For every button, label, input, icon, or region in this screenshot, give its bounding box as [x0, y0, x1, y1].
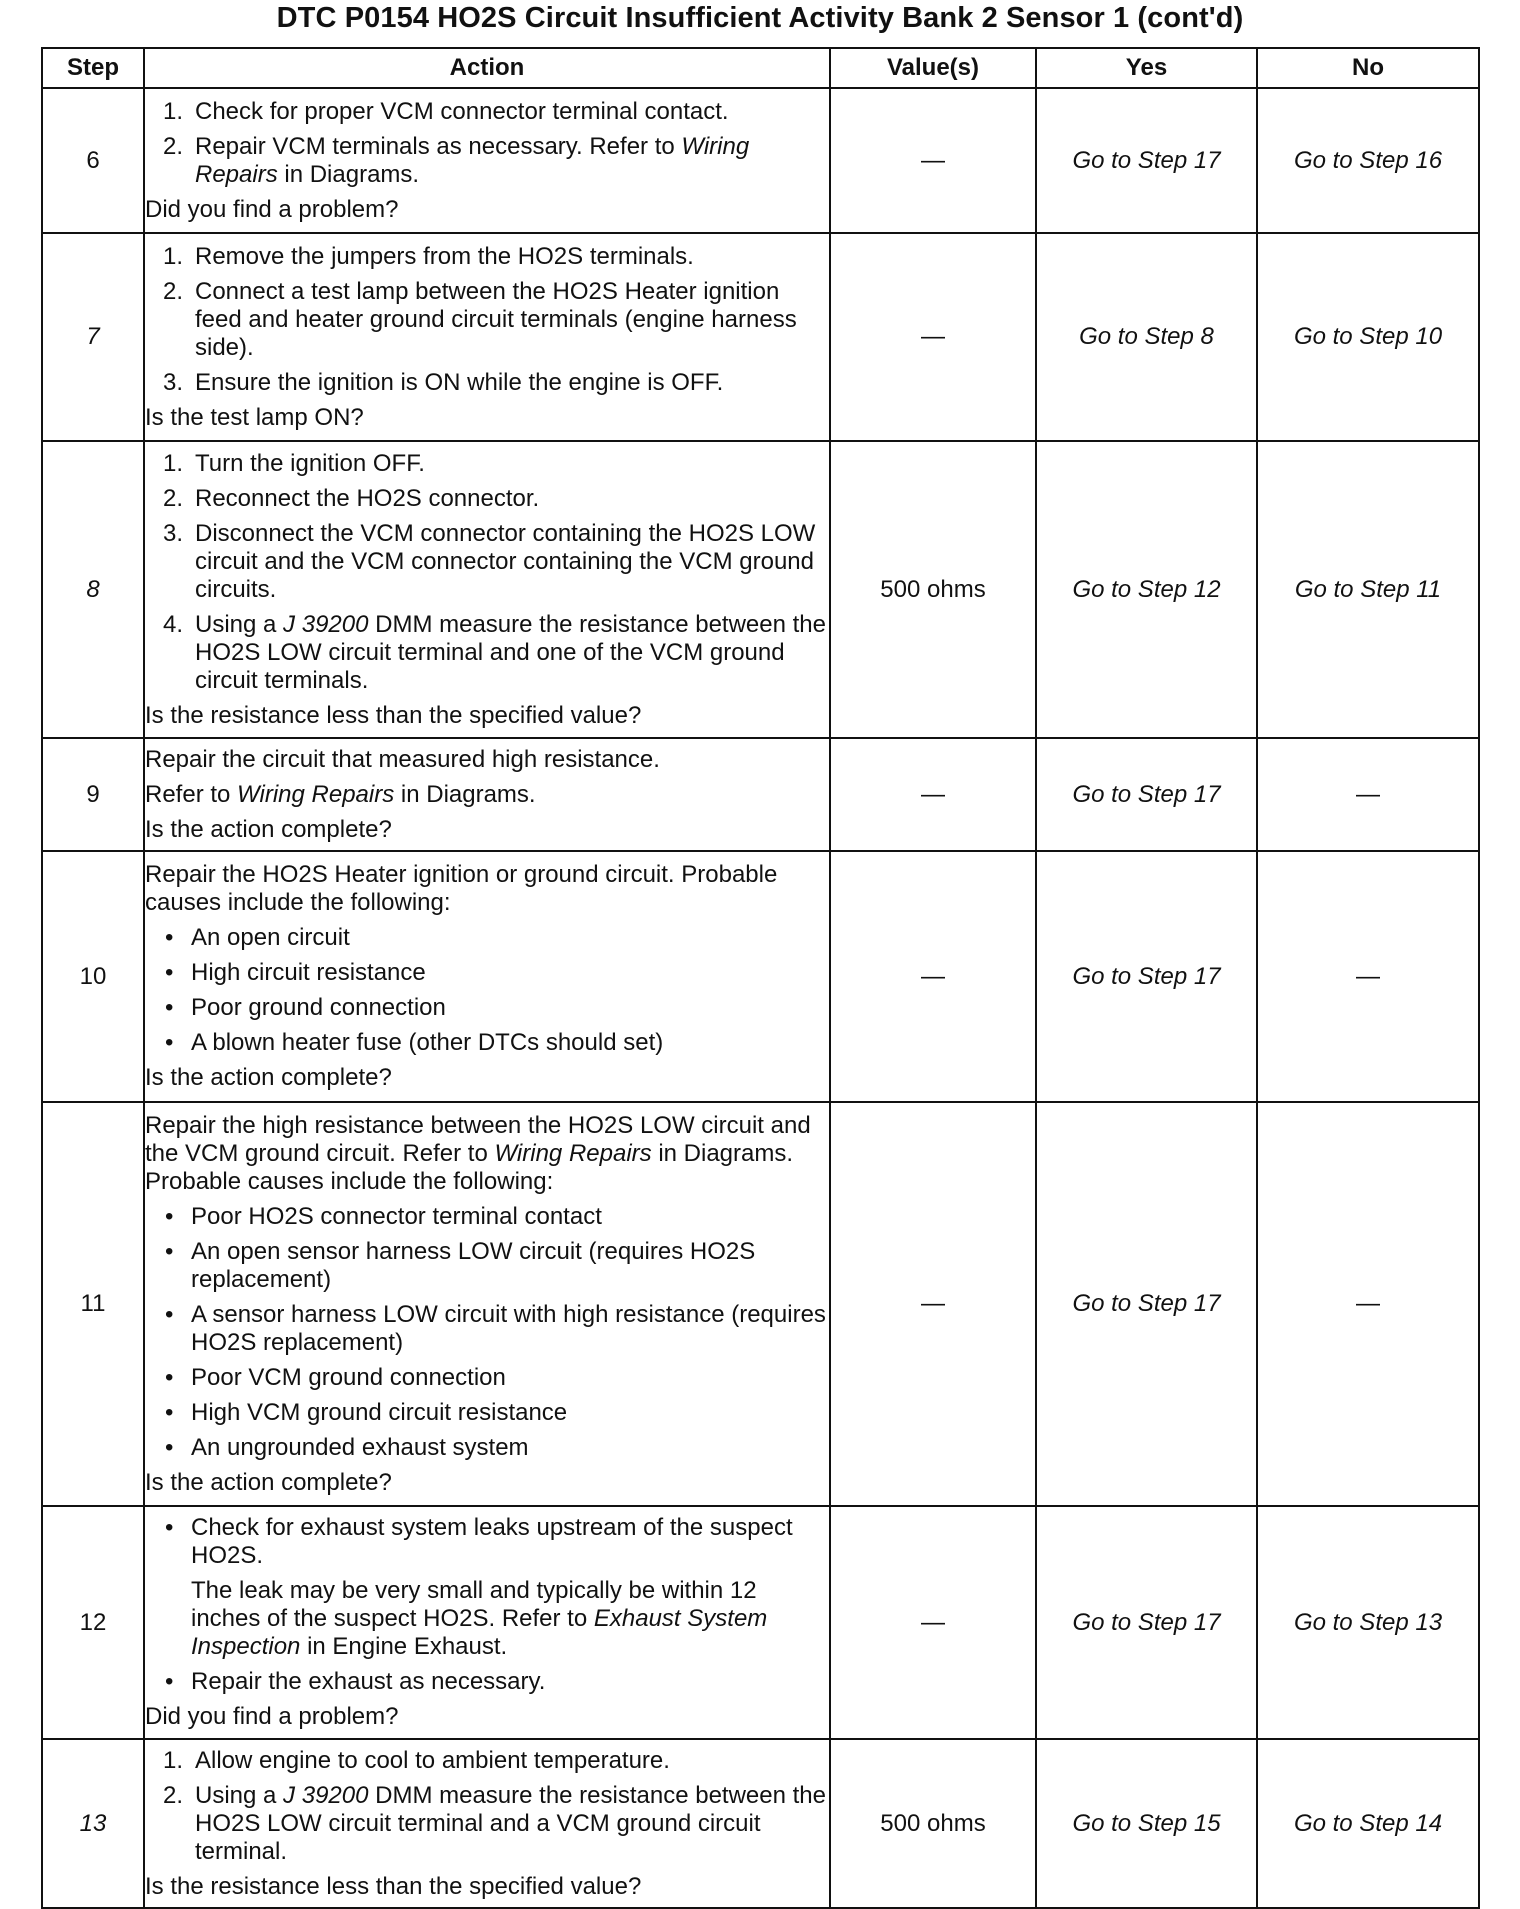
value-cell: —: [830, 851, 1036, 1102]
value-cell: 500 ohms: [830, 441, 1036, 738]
decision-question: [145, 816, 829, 844]
numbered-instruction: [163, 1782, 829, 1866]
bullet-icon: •: [165, 1514, 174, 1541]
table-row: [42, 851, 1479, 1102]
text-segment: Did you find a problem?: [145, 1703, 399, 1730]
numbered-instruction: [163, 278, 829, 362]
bullet-item: [165, 1029, 829, 1057]
bullet-icon: •: [165, 1300, 174, 1328]
no-result: —: [1257, 851, 1479, 1102]
text-segment: An open circuit: [191, 924, 350, 951]
yes-result: Go to Step 17: [1036, 851, 1257, 1102]
instruction-text: [195, 98, 829, 126]
text-segment: in Diagrams.: [277, 160, 420, 188]
no-result: Go to Step 13: [1257, 1506, 1479, 1739]
no-result: —: [1257, 738, 1479, 851]
bullet-text: [191, 1434, 829, 1462]
text-segment: Check for exhaust system leaks upstream of the suspect HO2S.: [191, 1514, 793, 1569]
bullet-item: [165, 1434, 829, 1462]
bullet-item: [165, 1668, 829, 1696]
text-segment: A blown heater fuse (other DTCs should set): [191, 1029, 664, 1056]
text-segment: Repair the circuit that measured high resistance.: [145, 745, 660, 773]
bullet-icon: •: [165, 1398, 174, 1426]
instruction-number: 3.: [163, 519, 184, 547]
action-cell: [144, 1739, 830, 1908]
reference-text: Wiring Repairs: [494, 1139, 652, 1167]
bullet-icon: •: [165, 1237, 174, 1265]
instruction-text: [195, 1747, 829, 1775]
table-row: [42, 1739, 1479, 1908]
numbered-instruction: [163, 133, 829, 189]
yes-result: Go to Step 8: [1036, 233, 1257, 441]
table-row: [42, 88, 1479, 233]
bullet-text: [191, 1364, 829, 1392]
text-segment: Is the action complete?: [145, 1064, 392, 1091]
header-yes: Yes: [1036, 48, 1257, 88]
no-result: Go to Step 16: [1257, 88, 1479, 233]
text-segment: Refer to: [145, 780, 238, 808]
yes-result: Go to Step 17: [1036, 88, 1257, 233]
text-segment: Is the resistance less than the specified value?: [145, 701, 642, 729]
text-segment: Repair the HO2S Heater ignition or ground circuit. Probable causes include the following:: [145, 861, 778, 916]
step-number: 9: [42, 738, 144, 851]
instruction-number: 2.: [163, 132, 184, 160]
numbered-instruction: [163, 369, 829, 397]
header-row: [42, 48, 1479, 88]
text-segment: DMM measure the resistance between the HO2S LOW circuit terminal and one of the VCM ground circuit terminals.: [195, 610, 826, 694]
bullet-icon: •: [165, 1668, 174, 1695]
yes-result: Go to Step 17: [1036, 1102, 1257, 1506]
bullet-text: [191, 959, 829, 987]
step-number: 10: [42, 851, 144, 1102]
text-segment: Poor HO2S connector terminal contact: [191, 1202, 602, 1230]
reference-text: Wiring Repairs: [237, 780, 395, 808]
yes-result: Go to Step 15: [1036, 1739, 1257, 1908]
bullet-icon: •: [165, 1029, 174, 1056]
action-cell: [144, 851, 830, 1102]
numbered-instruction: [163, 520, 829, 604]
header-action: Action: [144, 48, 830, 88]
instruction-number: 1.: [163, 242, 184, 270]
text-segment: An open sensor harness LOW circuit (requires HO2S replacement): [191, 1237, 756, 1293]
table-row: [42, 738, 1479, 851]
reference-text: Wiring Repairs: [195, 132, 750, 188]
action-cell: [144, 233, 830, 441]
text-segment: in Diagrams.: [394, 780, 536, 808]
numbered-instruction: [163, 1747, 829, 1775]
numbered-instruction: [163, 243, 829, 271]
action-paragraph: [145, 781, 829, 809]
instruction-text: [195, 278, 829, 362]
instruction-number: 2.: [163, 484, 184, 512]
table-row: [42, 441, 1479, 738]
bullet-item: [165, 1514, 829, 1570]
table-row: [42, 1506, 1479, 1739]
bullet-item: [165, 924, 829, 952]
text-segment: in Diagrams. Probable causes include the following:: [145, 1139, 794, 1195]
bullet-item: [165, 1301, 829, 1357]
step-number: 12: [42, 1506, 144, 1739]
step-number: 6: [42, 88, 144, 233]
instruction-number: 2.: [163, 1781, 184, 1809]
text-segment: Is the action complete?: [145, 1468, 392, 1496]
text-segment: Reconnect the HO2S connector.: [195, 484, 540, 512]
bullet-icon: •: [165, 1363, 174, 1391]
bullet-text: [191, 924, 829, 952]
text-segment: Turn the ignition OFF.: [195, 449, 425, 477]
decision-question: [145, 1703, 829, 1731]
instruction-number: 3.: [163, 368, 184, 396]
header-step: Step: [42, 48, 144, 88]
value-cell: —: [830, 233, 1036, 441]
bullet-text: [191, 1514, 829, 1570]
bullet-item: [165, 994, 829, 1022]
table-row: [42, 233, 1479, 441]
bullet-icon: •: [165, 1433, 174, 1461]
text-segment: Using a: [195, 610, 284, 638]
step-number: 13: [42, 1739, 144, 1908]
text-segment: Is the test lamp ON?: [145, 403, 364, 431]
table-body: [42, 88, 1479, 1908]
instruction-number: 1.: [163, 1746, 184, 1774]
bullet-icon: •: [165, 959, 174, 986]
indented-paragraph: [191, 1577, 829, 1661]
action-cell: [144, 738, 830, 851]
no-result: Go to Step 14: [1257, 1739, 1479, 1908]
decision-question: [145, 702, 829, 730]
instruction-text: [195, 485, 829, 513]
bullet-item: [165, 1364, 829, 1392]
value-cell: —: [830, 1506, 1036, 1739]
instruction-number: 2.: [163, 277, 184, 305]
instruction-text: [195, 369, 829, 397]
instruction-text: [195, 520, 829, 604]
text-segment: Poor ground connection: [191, 994, 446, 1021]
bullet-item: [165, 1238, 829, 1294]
action-paragraph: [145, 746, 829, 774]
bullet-item: [165, 1399, 829, 1427]
text-segment: Repair the exhaust as necessary.: [191, 1668, 546, 1695]
decision-question: [145, 1064, 829, 1092]
instruction-number: 4.: [163, 610, 184, 638]
text-segment: in Engine Exhaust.: [300, 1633, 508, 1660]
text-segment: Did you find a problem?: [145, 195, 399, 223]
instruction-text: [195, 611, 829, 695]
text-segment: Remove the jumpers from the HO2S terminals.: [195, 242, 694, 270]
text-segment: Is the action complete?: [145, 815, 392, 843]
instruction-text: [195, 243, 829, 271]
bullet-text: [191, 1203, 829, 1231]
text-segment: Is the resistance less than the specified value?: [145, 1872, 642, 1900]
text-segment: Ensure the ignition is ON while the engine is OFF.: [195, 368, 724, 396]
document-title: DTC P0154 HO2S Circuit Insufficient Activity Bank 2 Sensor 1 (cont'd): [276, 2, 1244, 34]
text-segment: Poor VCM ground connection: [191, 1363, 506, 1391]
value-cell: —: [830, 1102, 1036, 1506]
instruction-text: [195, 133, 829, 189]
bullet-text: [191, 1668, 829, 1696]
bullet-text: [191, 1238, 829, 1294]
text-segment: Repair the high resistance between the HO2S LOW circuit and the VCM ground circuit. Refer to: [145, 1111, 811, 1167]
diagnostic-table: [41, 47, 1480, 1909]
header-no: No: [1257, 48, 1479, 88]
value-cell: —: [830, 88, 1036, 233]
value-cell: —: [830, 738, 1036, 851]
instruction-number: 1.: [163, 97, 184, 125]
instruction-text: [195, 1782, 829, 1866]
numbered-instruction: [163, 611, 829, 695]
value-cell: 500 ohms: [830, 1739, 1036, 1908]
text-segment: Repair VCM terminals as necessary. Refer to: [195, 132, 682, 160]
decision-question: [145, 404, 829, 432]
table-row: [42, 1102, 1479, 1506]
action-cell: [144, 1102, 830, 1506]
text-segment: High VCM ground circuit resistance: [191, 1398, 568, 1426]
yes-result: Go to Step 17: [1036, 738, 1257, 851]
no-result: —: [1257, 1102, 1479, 1506]
bullet-icon: •: [165, 994, 174, 1021]
instruction-number: 1.: [163, 449, 184, 477]
step-number: 8: [42, 441, 144, 738]
decision-question: [145, 196, 829, 224]
action-paragraph: [145, 1112, 829, 1196]
bullet-text: [191, 1399, 829, 1427]
numbered-instruction: [163, 485, 829, 513]
numbered-instruction: [163, 450, 829, 478]
text-segment: High circuit resistance: [191, 959, 426, 986]
text-segment: A sensor harness LOW circuit with high resistance (requires HO2S replacement): [191, 1300, 826, 1356]
bullet-icon: •: [165, 1202, 174, 1230]
action-paragraph: [145, 861, 829, 917]
text-segment: Using a: [195, 1781, 284, 1809]
bullet-text: [191, 994, 829, 1022]
text-segment: Check for proper VCM connector terminal contact.: [195, 97, 729, 125]
numbered-instruction: [163, 98, 829, 126]
text-segment: Disconnect the VCM connector containing the HO2S LOW circuit and the VCM connector containing the VCM ground circuits.: [195, 519, 816, 603]
yes-result: Go to Step 12: [1036, 441, 1257, 738]
instruction-text: [195, 450, 829, 478]
text-segment: The leak may be very small and typically be within 12 inches of the suspect HO2S. Refer to: [191, 1577, 757, 1632]
reference-text: J 39200: [283, 1781, 369, 1809]
step-number: 7: [42, 233, 144, 441]
bullet-item: [165, 1203, 829, 1231]
action-cell: [144, 88, 830, 233]
text-segment: An ungrounded exhaust system: [191, 1433, 529, 1461]
bullet-text: [191, 1029, 829, 1057]
text-segment: DMM measure the resistance between the HO2S LOW circuit terminal and a VCM ground circuit terminal.: [195, 1781, 826, 1865]
bullet-text: [191, 1301, 829, 1357]
header-values: Value(s): [830, 48, 1036, 88]
bullet-icon: •: [165, 924, 174, 951]
decision-question: [145, 1469, 829, 1497]
reference-text: J 39200: [283, 610, 369, 638]
yes-result: Go to Step 17: [1036, 1506, 1257, 1739]
text-segment: Allow engine to cool to ambient temperature.: [195, 1746, 670, 1774]
action-cell: [144, 441, 830, 738]
text-segment: Connect a test lamp between the HO2S Heater ignition feed and heater ground circuit terminals (engine harness side).: [195, 277, 797, 361]
action-cell: [144, 1506, 830, 1739]
no-result: Go to Step 10: [1257, 233, 1479, 441]
bullet-item: [165, 959, 829, 987]
no-result: Go to Step 11: [1257, 441, 1479, 738]
reference-text: Exhaust System Inspection: [191, 1605, 768, 1660]
decision-question: [145, 1873, 829, 1901]
step-number: 11: [42, 1102, 144, 1506]
